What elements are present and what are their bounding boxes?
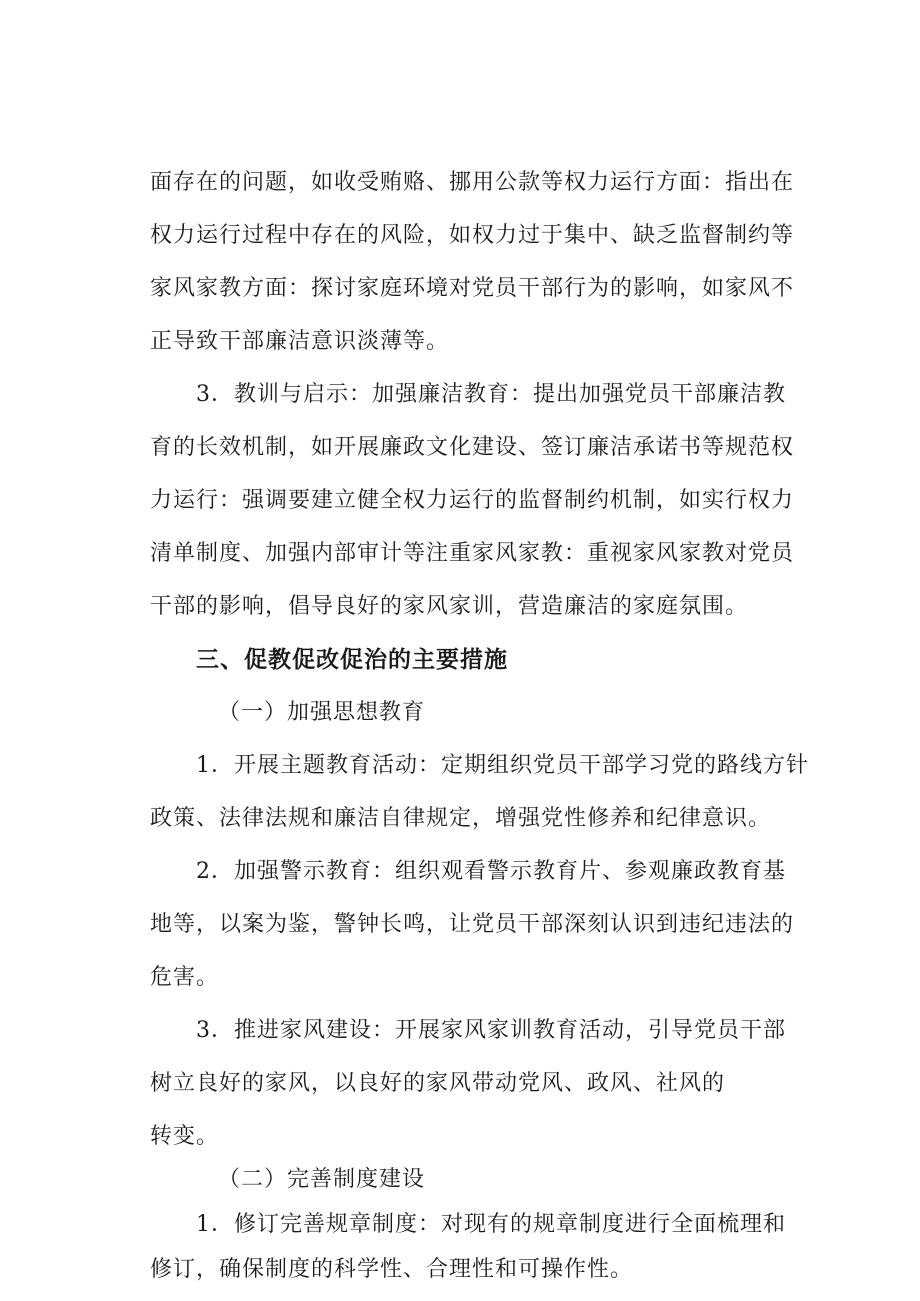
paragraph-line: 正导致干部廉洁意识淡薄等。 bbox=[150, 329, 450, 354]
paragraph-line: 政策、法律法规和廉洁自律规定，增强党性修养和纪律意识。 bbox=[150, 806, 772, 831]
paragraph-line: 家风家教方面：探讨家庭环境对党员干部行为的影响，如家风不 bbox=[150, 276, 795, 301]
subsection-heading: （二）完善制度建设 bbox=[218, 1167, 426, 1192]
paragraph-line: 修订，确保制度的科学性、合理性和可操作性。 bbox=[150, 1257, 634, 1282]
paragraph-line: 转变。 bbox=[150, 1124, 220, 1149]
paragraph-line: 地等，以案为鉴，警钟长鸣，让党员干部深刻认识到违纪违法的 bbox=[150, 912, 795, 937]
paragraph-line: 权力运行过程中存在的风险，如权力过于集中、缺乏监督制约等 bbox=[150, 223, 795, 248]
paragraph-line: 清单制度、加强内部审计等注重家风家教：重视家风家教对党员 bbox=[150, 541, 795, 566]
paragraph-line: 树立良好的家风，以良好的家风带动党风、政风、社风的 bbox=[150, 1071, 726, 1096]
paragraph-line: 面存在的问题，如收受贿赂、挪用公款等权力运行方面：指出在 bbox=[150, 170, 795, 195]
subsection-heading: （一）加强思想教育 bbox=[218, 700, 426, 725]
paragraph-line: 力运行：强调要建立健全权力运行的监督制约机制，如实行权力 bbox=[150, 488, 795, 513]
paragraph-line: 育的长效机制，如开展廉政文化建设、签订廉洁承诺书等规范权 bbox=[150, 435, 795, 460]
paragraph-line: 1．修订完善规章制度：对现有的规章制度进行全面梳理和 bbox=[196, 1212, 786, 1237]
paragraph-line: 2．加强警示教育：组织观看警示教育片、参观廉政教育基 bbox=[196, 859, 786, 884]
paragraph-line: 3．教训与启示：加强廉洁教育：提出加强党员干部廉洁教 bbox=[196, 382, 786, 407]
paragraph-line: 干部的影响，倡导良好的家风家训，营造廉洁的家庭氛围。 bbox=[150, 594, 749, 619]
paragraph-line: 3．推进家风建设：开展家风家训教育活动，引导党员干部 bbox=[196, 1018, 786, 1043]
paragraph-line: 危害。 bbox=[150, 965, 220, 990]
paragraph-line: 1．开展主题教育活动：定期组织党员干部学习党的路线方针 bbox=[196, 753, 809, 778]
section-heading: 三、促教促改促治的主要措施 bbox=[196, 647, 508, 673]
